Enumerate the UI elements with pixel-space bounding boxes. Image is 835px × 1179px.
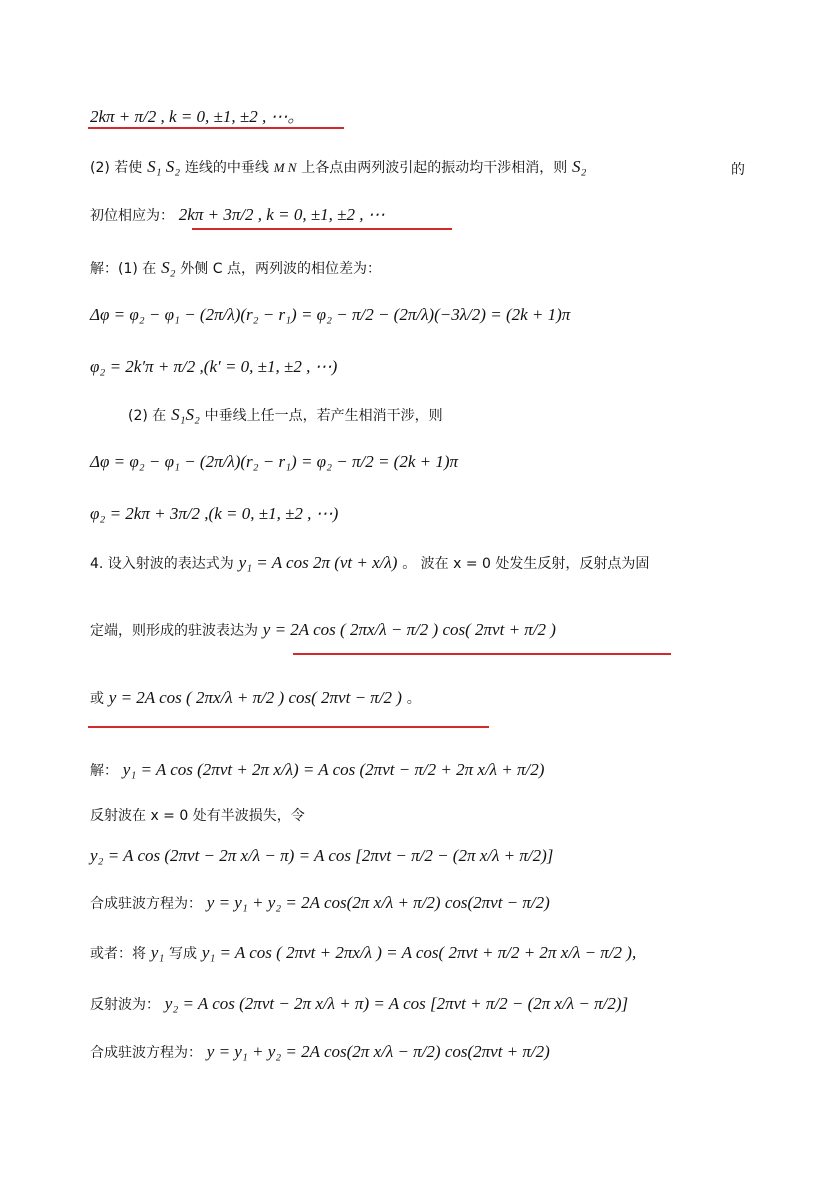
text: 中垂线上任一点，若产生相消干涉，则 (204, 408, 443, 424)
question-2-answer (90, 205, 385, 225)
standing-wave-2 (90, 1042, 550, 1062)
answer-line-1: 2kπ + π/2 , k = 0, ±1, ±2 , ⋯。 (90, 107, 305, 126)
answer-underline-3 (293, 653, 671, 655)
text: 合成驻波方程为： (90, 1045, 202, 1061)
text: 连线的中垂线 (184, 160, 269, 176)
text: 写成 (169, 946, 198, 962)
math: S₁S₂ (171, 405, 200, 424)
question-2-line (90, 157, 586, 177)
question-4-answer-2 (90, 688, 421, 708)
equation-phase-diff-1: Δφ = φ₂ − φ₁ − (2π/λ)(r₂ − r₁) = φ₂ − π/2 − (2π/λ)(−3λ/2) = (2k + 1)π (90, 305, 571, 324)
text: 外侧 C 点，两列波的相位差为： (180, 261, 381, 277)
text: 或 (90, 691, 104, 707)
text: 上各点由两列波引起的振动均干涉相消，则 (301, 160, 568, 176)
math: S₂ (572, 157, 587, 176)
text: 反射波为： (90, 997, 160, 1013)
text: 解： (90, 763, 118, 779)
equation-y2-1: y₂ = A cos (2πνt − 2π x/λ − π) = A cos [2πνt − π/2 − (2π x/λ + π/2)] (90, 846, 554, 865)
text: 初位相应为： (90, 208, 174, 224)
solution-4-line-1 (90, 760, 544, 780)
text: 。 波在 x = 0 处发生反射，反射点为固 (402, 556, 650, 572)
answer-underline-1 (88, 127, 344, 129)
text: 解：(1) 在 (90, 261, 157, 277)
answer-math: 2kπ + 3π/2 , k = 0, ±1, ±2 , ⋯ (178, 205, 385, 224)
math: y₁ (150, 943, 165, 962)
text: 反射波在 x = 0 处有半波损失，令 (90, 808, 305, 824)
text: 的 (731, 162, 745, 178)
math: y₁ = A cos ( 2πνt + 2πx/λ ) = A cos( 2πνt + π/2 + 2π x/λ − π/2 ), (201, 943, 637, 962)
equation-phase-diff-2: Δφ = φ₂ − φ₁ − (2π/λ)(r₂ − r₁) = φ₂ − π/2 = (2k + 1)π (90, 452, 459, 471)
question-4-line (90, 553, 649, 573)
answer-underline-4 (88, 726, 489, 728)
text: 。 (406, 691, 421, 707)
text: (2) 若使 (90, 160, 143, 176)
alternative-line (90, 943, 636, 963)
text: 4. 设入射波的表达式为 (90, 556, 234, 572)
text: 定端，则形成的驻波表达为 (90, 623, 258, 639)
text: 合成驻波方程为： (90, 896, 202, 912)
text: (2) 在 (128, 408, 167, 424)
math: y₁ = A cos (2πνt + 2π x/λ) = A cos (2πνt − π/2 + 2π x/λ + π/2) (122, 760, 545, 779)
equation-phi2-2: φ₂ = 2kπ + 3π/2 ,(k = 0, ±1, ±2 , ⋯) (90, 504, 339, 523)
equation-phi2-1: φ₂ = 2k′π + π/2 ,(k′ = 0, ±1, ±2 , ⋯) (90, 357, 338, 376)
math: S₂ (161, 258, 176, 277)
solution-heading (90, 258, 381, 278)
solution-part-2 (128, 405, 443, 425)
text: 或者：将 (90, 946, 146, 962)
answer-math: y = 2A cos ( 2πx/λ − π/2 ) cos( 2πνt + π/2 ) (262, 620, 556, 639)
reflected-wave-line (90, 994, 628, 1014)
math: S₁ S₂ (147, 157, 181, 176)
question-4-answer-1 (90, 620, 556, 640)
math: M N (273, 160, 297, 175)
math: y₂ = A cos (2πνt − 2π x/λ + π) = A cos [2πνt + π/2 − (2π x/λ − π/2)] (164, 994, 629, 1013)
math: y₁ = A cos 2π (νt + x/λ) (238, 553, 398, 572)
answer-math: y = 2A cos ( 2πx/λ + π/2 ) cos( 2πνt − π/2 ) (108, 688, 402, 707)
answer-underline-2 (192, 228, 452, 230)
math: y = y₁ + y₂ = 2A cos(2π x/λ − π/2) cos(2πνt + π/2) (206, 1042, 550, 1061)
standing-wave-1 (90, 893, 550, 913)
math: y = y₁ + y₂ = 2A cos(2π x/λ + π/2) cos(2πνt − π/2) (206, 893, 550, 912)
